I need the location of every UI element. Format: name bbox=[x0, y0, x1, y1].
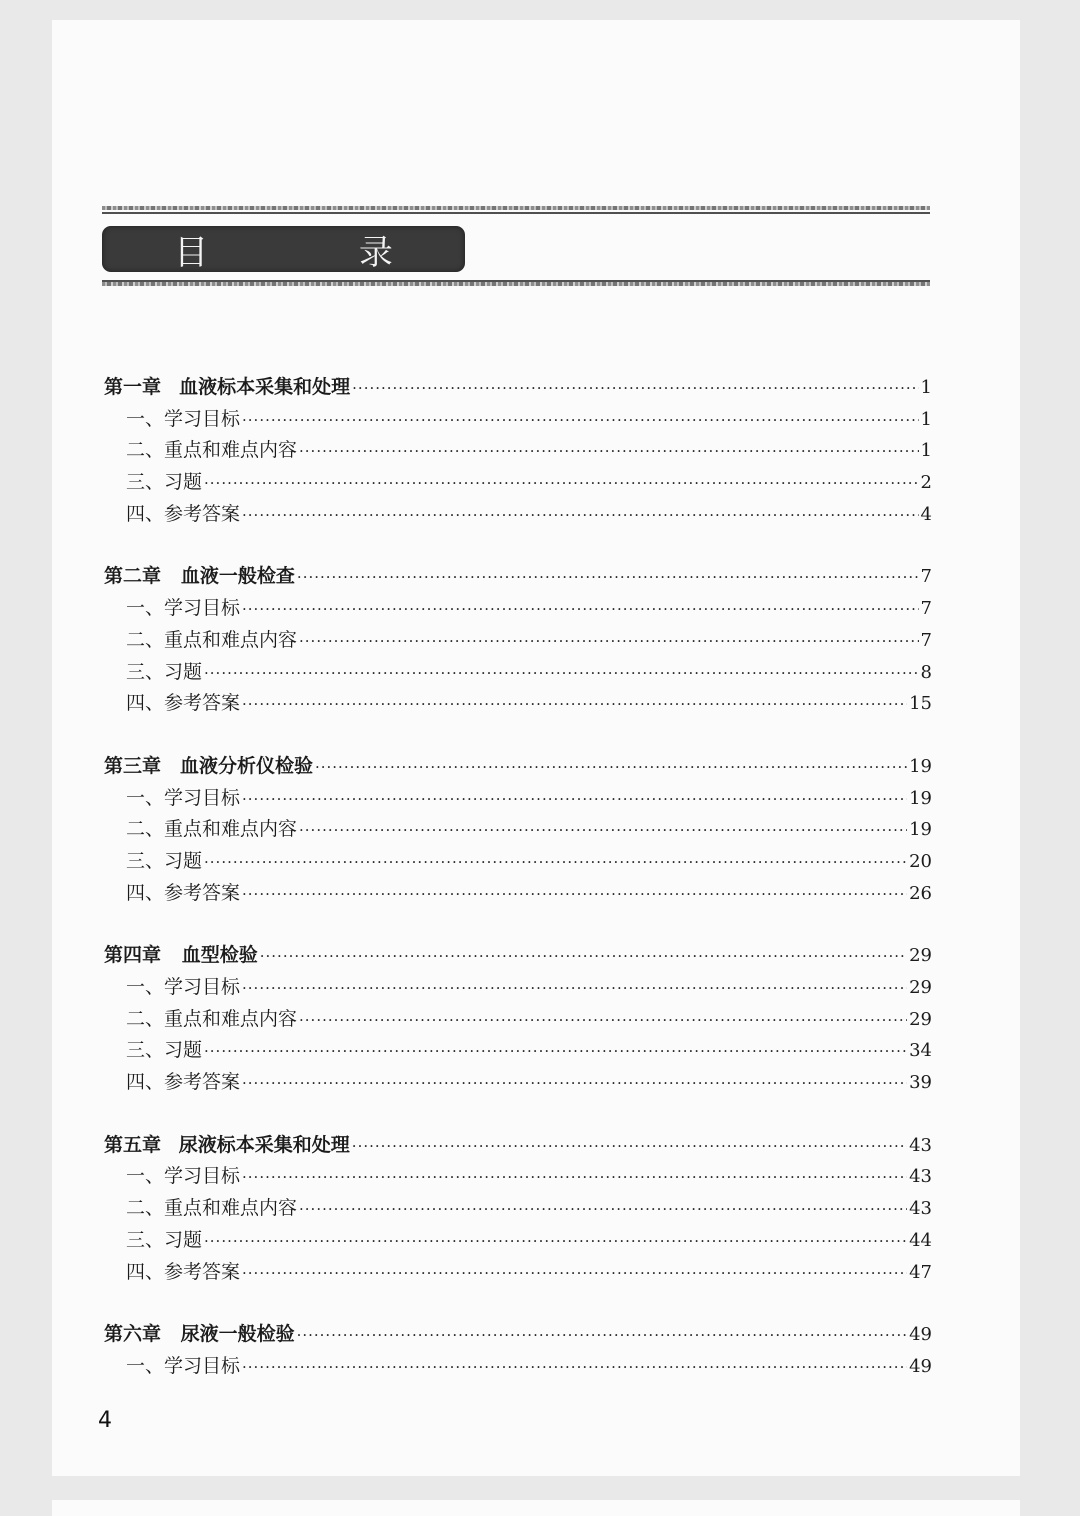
toc-section-row[interactable] bbox=[104, 878, 932, 910]
leader-dots bbox=[242, 411, 919, 429]
toc-section-row[interactable] bbox=[104, 688, 932, 720]
leader-dots bbox=[352, 1137, 907, 1155]
leader-dots bbox=[352, 379, 918, 397]
section-page: 4 bbox=[920, 503, 932, 525]
section-title: 四、参考答案 bbox=[126, 692, 241, 715]
leader-dots bbox=[242, 600, 919, 618]
toc-section-row[interactable] bbox=[104, 1067, 932, 1099]
toc-section-row[interactable] bbox=[104, 1257, 932, 1289]
page-title: 目 录 bbox=[174, 232, 463, 273]
leader-dots bbox=[204, 474, 919, 492]
chapter-page: 7 bbox=[920, 566, 932, 588]
leader-dots bbox=[242, 979, 907, 997]
leader-dots bbox=[299, 1011, 907, 1029]
leader-dots bbox=[242, 885, 907, 903]
section-title: 二、重点和难点内容 bbox=[126, 1007, 298, 1030]
toc-chapter-row[interactable] bbox=[104, 372, 932, 404]
chapter-number: 第一章 bbox=[104, 376, 162, 398]
toc-section-row[interactable] bbox=[104, 846, 932, 878]
toc-section-row[interactable] bbox=[104, 814, 932, 846]
section-page: 1 bbox=[920, 408, 932, 430]
chapter-number: 第五章 bbox=[104, 1133, 162, 1156]
section-title: 二、重点和难点内容 bbox=[126, 818, 298, 841]
leader-dots bbox=[299, 1200, 907, 1218]
toc-chapter bbox=[104, 1130, 932, 1288]
chapter-title: 血液一般检查 bbox=[180, 565, 295, 588]
section-page: 39 bbox=[909, 1072, 932, 1094]
chapter-number: 第四章 bbox=[104, 944, 162, 967]
toc-chapter-row[interactable] bbox=[104, 940, 932, 972]
leader-dots bbox=[297, 568, 919, 586]
toc-section-row[interactable] bbox=[104, 1035, 932, 1067]
section-title: 一、学习目标 bbox=[126, 597, 241, 620]
leader-dots bbox=[299, 632, 919, 650]
toc-section-row[interactable] bbox=[104, 625, 932, 657]
toc-chapter bbox=[104, 372, 932, 530]
section-page: 15 bbox=[909, 693, 932, 715]
leader-dots bbox=[299, 821, 907, 839]
toc-section-row[interactable] bbox=[104, 435, 932, 467]
section-page: 7 bbox=[920, 598, 932, 620]
section-title: 四、参考答案 bbox=[126, 1071, 241, 1094]
chapter-title: 血液标本采集和处理 bbox=[179, 376, 351, 398]
header-rule-top bbox=[102, 206, 930, 210]
leader-dots bbox=[204, 1232, 907, 1250]
leader-dots bbox=[242, 1074, 907, 1092]
page-number: 4 bbox=[98, 1408, 112, 1433]
toc-chapter bbox=[104, 561, 932, 719]
chapter-page: 43 bbox=[909, 1134, 932, 1156]
section-title: 四、参考答案 bbox=[126, 881, 241, 904]
leader-dots bbox=[242, 790, 907, 808]
section-title: 四、参考答案 bbox=[126, 1260, 241, 1283]
toc-chapter bbox=[104, 940, 932, 1098]
chapter-page: 19 bbox=[909, 755, 932, 777]
toc-section-row[interactable] bbox=[104, 1161, 932, 1193]
toc-chapter-row[interactable] bbox=[104, 561, 932, 593]
toc-section-row[interactable] bbox=[104, 404, 932, 436]
leader-dots bbox=[242, 1264, 907, 1282]
section-page: 19 bbox=[909, 819, 932, 841]
title-banner bbox=[102, 226, 465, 272]
section-title: 三、习题 bbox=[126, 849, 203, 872]
leader-dots bbox=[242, 506, 919, 524]
chapter-title: 血型检验 bbox=[181, 944, 258, 967]
section-page: 49 bbox=[909, 1355, 932, 1377]
section-page: 8 bbox=[920, 661, 932, 683]
section-title: 一、学习目标 bbox=[126, 786, 241, 809]
toc-section-row[interactable] bbox=[104, 1004, 932, 1036]
toc-section-row[interactable] bbox=[104, 783, 932, 815]
section-page: 34 bbox=[909, 1040, 932, 1062]
leader-dots bbox=[297, 1326, 908, 1344]
toc-section-row[interactable] bbox=[104, 593, 932, 625]
toc-chapter-row[interactable] bbox=[104, 751, 932, 783]
section-page: 47 bbox=[909, 1261, 932, 1283]
toc-section-row[interactable] bbox=[104, 467, 932, 499]
section-page: 20 bbox=[909, 850, 932, 872]
section-title: 三、习题 bbox=[126, 1228, 203, 1251]
leader-dots bbox=[204, 1042, 907, 1060]
toc-section-row[interactable] bbox=[104, 499, 932, 531]
leader-dots bbox=[204, 664, 919, 682]
toc-section-row[interactable] bbox=[104, 972, 932, 1004]
chapter-number: 第六章 bbox=[104, 1323, 162, 1346]
section-title: 一、学习目标 bbox=[126, 976, 241, 998]
toc-chapter bbox=[104, 1319, 932, 1382]
section-title: 三、习题 bbox=[126, 471, 203, 494]
next-page-edge bbox=[52, 1500, 1020, 1516]
leader-dots bbox=[315, 758, 907, 776]
leader-dots bbox=[299, 442, 919, 460]
toc-chapter-row[interactable] bbox=[104, 1319, 932, 1351]
section-page: 1 bbox=[920, 440, 932, 462]
section-title: 一、学习目标 bbox=[126, 1354, 241, 1377]
leader-dots bbox=[204, 853, 907, 871]
leader-dots bbox=[242, 695, 907, 713]
chapter-title: 尿液标本采集和处理 bbox=[178, 1133, 350, 1156]
chapter-title: 血液分析仪检验 bbox=[179, 754, 313, 777]
toc-section-row[interactable] bbox=[104, 1225, 932, 1257]
toc-section-row[interactable] bbox=[104, 657, 932, 689]
table-of-contents bbox=[104, 372, 932, 1414]
section-page: 26 bbox=[909, 882, 932, 904]
section-title: 二、重点和难点内容 bbox=[126, 439, 298, 462]
section-page: 2 bbox=[920, 472, 932, 494]
section-page: 29 bbox=[909, 1008, 932, 1030]
section-title: 三、习题 bbox=[126, 1039, 203, 1062]
section-title: 二、重点和难点内容 bbox=[126, 628, 298, 651]
section-page: 29 bbox=[909, 977, 932, 998]
leader-dots bbox=[242, 1358, 907, 1376]
section-title: 三、习题 bbox=[126, 660, 203, 683]
section-title: 四、参考答案 bbox=[126, 502, 241, 525]
chapter-page: 49 bbox=[909, 1324, 932, 1346]
leader-dots bbox=[260, 947, 907, 965]
leader-dots bbox=[242, 1168, 907, 1186]
toc-chapter-row[interactable] bbox=[104, 1130, 932, 1162]
toc-section-row[interactable] bbox=[104, 1351, 932, 1383]
chapter-page: 1 bbox=[920, 377, 932, 398]
toc-section-row[interactable] bbox=[104, 1193, 932, 1225]
header-rule-bottom bbox=[102, 282, 930, 286]
chapter-number: 第二章 bbox=[104, 565, 162, 588]
section-page: 43 bbox=[909, 1198, 932, 1220]
toc-chapter bbox=[104, 751, 932, 909]
section-page: 44 bbox=[909, 1229, 932, 1251]
section-title: 二、重点和难点内容 bbox=[126, 1197, 298, 1220]
chapter-page: 29 bbox=[909, 945, 932, 967]
section-title: 一、学习目标 bbox=[126, 1165, 241, 1188]
chapter-title: 尿液一般检验 bbox=[180, 1323, 295, 1346]
section-page: 7 bbox=[920, 629, 932, 651]
section-title: 一、学习目标 bbox=[126, 407, 241, 430]
section-page: 43 bbox=[909, 1166, 932, 1188]
chapter-number: 第三章 bbox=[104, 754, 162, 777]
section-page: 19 bbox=[909, 787, 932, 809]
